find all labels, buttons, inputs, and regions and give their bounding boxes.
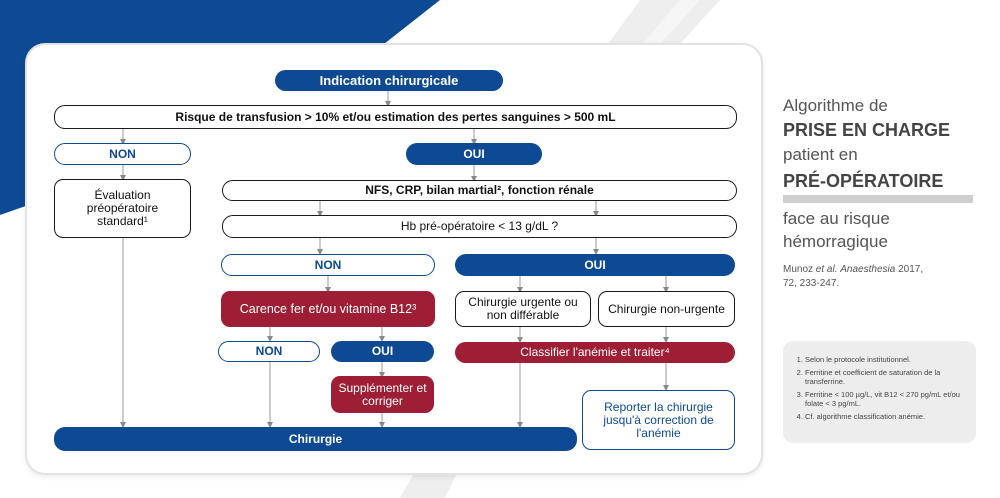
oui-mid-node: OUI xyxy=(455,254,735,276)
title-underline-bar xyxy=(783,195,973,203)
reporter-node: Reporter la chirurgie jusqu'à correction de l'anémie xyxy=(582,390,735,450)
supplementer-node: Supplémenter et corriger xyxy=(331,376,434,413)
sidebar-line-4: PRÉ-OPÉRATOIRE xyxy=(783,171,944,191)
classifier-node: Classifier l'anémie et traiter⁴ xyxy=(455,342,735,363)
risk-node: Risque de transfusion > 10% et/ou estimation des pertes sanguines > 500 mL xyxy=(54,105,737,129)
ref-journal: Anaesthesia xyxy=(840,264,896,275)
non-mid-node: NON xyxy=(221,254,435,276)
nfs-node: NFS, CRP, bilan martial², fonction rénale xyxy=(222,180,737,201)
chirurgie-urgente-node: Chirurgie urgente ou non différable xyxy=(455,291,591,327)
footnote-item: 3. Ferritine < 100 µg/L, vit B12 < 270 pg/mL et/ou folate < 3 pg/mL. xyxy=(805,390,968,408)
footnotes-panel xyxy=(783,341,976,443)
footnote-item: 2. Ferritine et coefficient de saturation de la transferrine. xyxy=(805,368,968,386)
sidebar-line-6: hémorragique xyxy=(783,232,888,251)
oui-top-node: OUI xyxy=(406,143,542,165)
chirurgie-node: Chirurgie xyxy=(54,427,577,451)
footnotes-list xyxy=(783,341,976,421)
hb-question-node: Hb pré-opératoire < 13 g/dL ? xyxy=(222,215,737,238)
ref-year: 2017, xyxy=(898,264,924,275)
carence-node: Carence fer et/ou vitamine B12³ xyxy=(221,291,435,327)
ref-etal: et al. xyxy=(815,264,838,275)
sidebar-line-1: Algorithme de xyxy=(783,96,888,115)
non-left-node: NON xyxy=(54,143,191,165)
sidebar-line-5: face au risque xyxy=(783,209,890,228)
indication-node: Indication chirurgicale xyxy=(275,70,503,91)
sidebar-line-3: patient en xyxy=(783,145,858,164)
footnote-item: 4. Cf. algorithme classification anémie. xyxy=(805,412,968,421)
non-low-node: NON xyxy=(218,341,320,362)
evaluation-node: Évaluation préopératoire standard¹ xyxy=(54,179,191,238)
ref-author: Munoz xyxy=(783,264,814,275)
chirurgie-non-urgente-node: Chirurgie non-urgente xyxy=(598,291,735,327)
sidebar-line-2: PRISE EN CHARGE xyxy=(783,120,951,140)
oui-low-node: OUI xyxy=(331,341,434,362)
reference-citation xyxy=(783,263,973,291)
footnote-item: 1. Selon le protocole institutionnel. xyxy=(805,355,968,364)
ref-pages: 72, 233-247. xyxy=(783,278,840,289)
